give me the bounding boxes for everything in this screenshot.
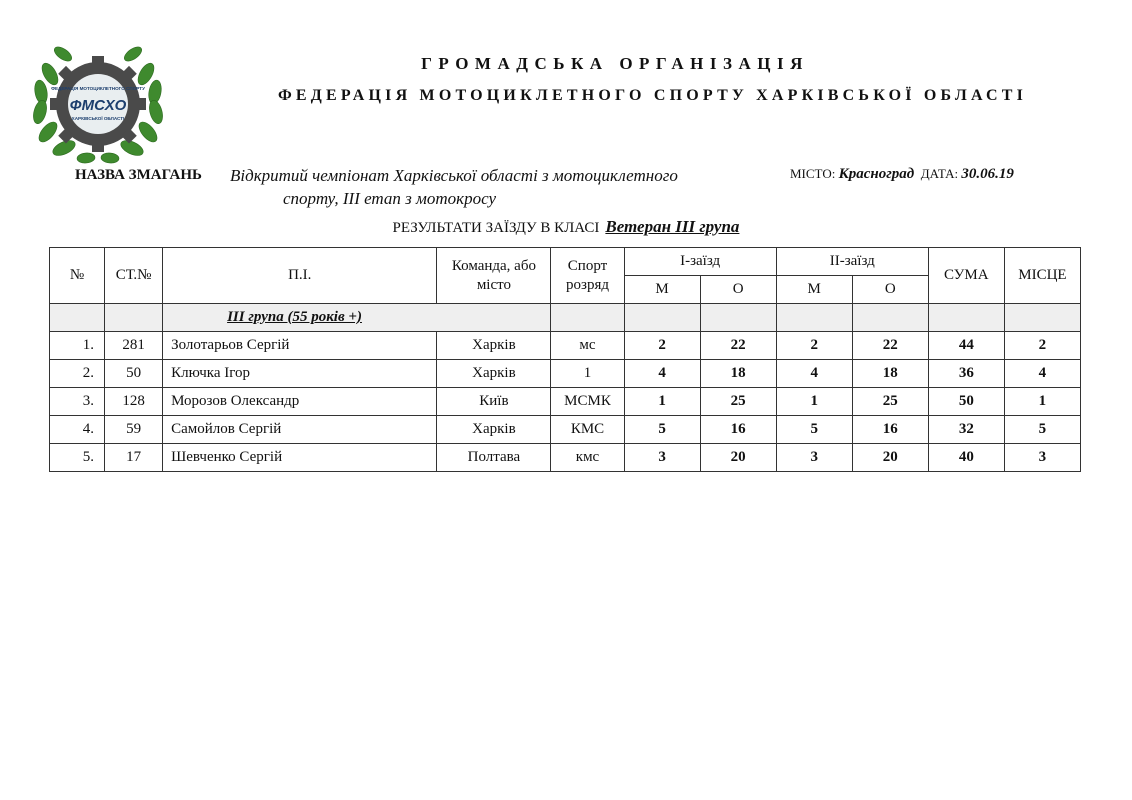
cell-sum: 50 — [928, 388, 1004, 416]
results-heading — [0, 217, 1132, 237]
cell-team: Харків — [437, 332, 551, 360]
cell-team: Полтава — [437, 444, 551, 472]
table-row — [50, 360, 1081, 388]
header-race2: ІІ-заїзд — [776, 248, 928, 276]
logo-top-text: ФЕДЕРАЦІЯ МОТОЦИКЛЕТНОГО СПОРТУ — [51, 86, 145, 91]
header-place: МІСЦЕ — [1004, 248, 1080, 304]
cell-sum: 36 — [928, 360, 1004, 388]
results-label: РЕЗУЛЬТАТИ ЗАЇЗДУ В КЛАСІ — [392, 220, 600, 236]
class-name: Ветеран III група — [605, 217, 740, 236]
org-title: ГРОМАДСЬКА ОРГАНІЗАЦІЯ — [421, 54, 809, 73]
header-race1-o: О — [700, 276, 776, 304]
cell-team: Київ — [437, 388, 551, 416]
cell-rank: 1 — [551, 360, 624, 388]
cell-race2-m: 5 — [776, 416, 852, 444]
org-subtitle: ФЕДЕРАЦІЯ МОТОЦИКЛЕТНОГО СПОРТУ ХАРКІВСЬКОЇ ОБЛАСТІ — [277, 87, 1028, 104]
competition-name-line1: Відкритий чемпіонат Харківської області з мотоциклетного — [230, 166, 678, 185]
cell-race1-o: 16 — [700, 416, 776, 444]
cell-race1-m: 4 — [624, 360, 700, 388]
cell-num: 3. — [50, 388, 105, 416]
date-label: ДАТА: — [920, 166, 959, 181]
cell-race1-o: 22 — [700, 332, 776, 360]
cell-race1-o: 18 — [700, 360, 776, 388]
cell-start-num: 59 — [105, 416, 163, 444]
cell-sum: 40 — [928, 444, 1004, 472]
cell-num: 4. — [50, 416, 105, 444]
cell-place: 1 — [1004, 388, 1080, 416]
federation-logo — [28, 40, 168, 168]
cell-name: Ключка Ігор — [163, 360, 437, 388]
city-label: МІСТО: — [790, 166, 836, 181]
cell-num: 1. — [50, 332, 105, 360]
cell-rank: кмс — [551, 444, 624, 472]
cell-race2-m: 4 — [776, 360, 852, 388]
group-label: III група (55 років +) — [227, 309, 362, 325]
logo-bottom-text: ХАРКІВСЬКОЇ ОБЛАСТІ — [71, 116, 125, 121]
group-row — [50, 304, 1081, 332]
cell-rank: МСМК — [551, 388, 624, 416]
header-race1: І-заїзд — [624, 248, 776, 276]
cell-race2-o: 22 — [852, 332, 928, 360]
table-row — [50, 416, 1081, 444]
cell-num: 2. — [50, 360, 105, 388]
city-value: Красноград — [838, 166, 915, 182]
header-num: № — [50, 248, 105, 304]
header-name: П.І. — [163, 248, 437, 304]
cell-team: Харків — [437, 360, 551, 388]
cell-sum: 44 — [928, 332, 1004, 360]
header-sum: СУМА — [928, 248, 1004, 304]
cell-place: 2 — [1004, 332, 1080, 360]
cell-race1-m: 3 — [624, 444, 700, 472]
cell-race2-o: 18 — [852, 360, 928, 388]
cell-race2-m: 3 — [776, 444, 852, 472]
cell-race1-m: 1 — [624, 388, 700, 416]
cell-race2-o: 25 — [852, 388, 928, 416]
cell-race2-o: 16 — [852, 416, 928, 444]
header-start-num: СТ.№ — [105, 248, 163, 304]
cell-place: 5 — [1004, 416, 1080, 444]
cell-place: 4 — [1004, 360, 1080, 388]
cell-name: Морозов Олександр — [163, 388, 437, 416]
cell-race1-m: 5 — [624, 416, 700, 444]
header-race2-o: О — [852, 276, 928, 304]
logo-main-text: ФМСХО — [69, 97, 127, 114]
cell-start-num: 50 — [105, 360, 163, 388]
cell-race2-o: 20 — [852, 444, 928, 472]
competition-name — [230, 164, 750, 210]
competition-label: НАЗВА ЗМАГАНЬ — [75, 167, 202, 183]
table-row — [50, 388, 1081, 416]
cell-start-num: 128 — [105, 388, 163, 416]
cell-place: 3 — [1004, 444, 1080, 472]
table-row — [50, 444, 1081, 472]
cell-num: 5. — [50, 444, 105, 472]
results-table — [49, 247, 1081, 472]
date-value: 30.06.19 — [961, 166, 1014, 182]
header-team: Команда, або місто — [437, 248, 551, 304]
cell-start-num: 17 — [105, 444, 163, 472]
header-race1-m: М — [624, 276, 700, 304]
cell-race1-o: 25 — [700, 388, 776, 416]
header-rank: Спорт розряд — [551, 248, 624, 304]
city-date — [790, 166, 1014, 183]
cell-rank: мс — [551, 332, 624, 360]
cell-rank: КМС — [551, 416, 624, 444]
header-race2-m: М — [776, 276, 852, 304]
cell-name: Самойлов Сергій — [163, 416, 437, 444]
cell-race2-m: 1 — [776, 388, 852, 416]
cell-team: Харків — [437, 416, 551, 444]
cell-race1-m: 2 — [624, 332, 700, 360]
cell-race1-o: 20 — [700, 444, 776, 472]
cell-name: Шевченко Сергій — [163, 444, 437, 472]
cell-start-num: 281 — [105, 332, 163, 360]
cell-sum: 32 — [928, 416, 1004, 444]
table-row — [50, 332, 1081, 360]
competition-name-line2: спорту, III етап з мотокросу — [283, 189, 497, 208]
cell-race2-m: 2 — [776, 332, 852, 360]
cell-name: Золотарьов Сергій — [163, 332, 437, 360]
